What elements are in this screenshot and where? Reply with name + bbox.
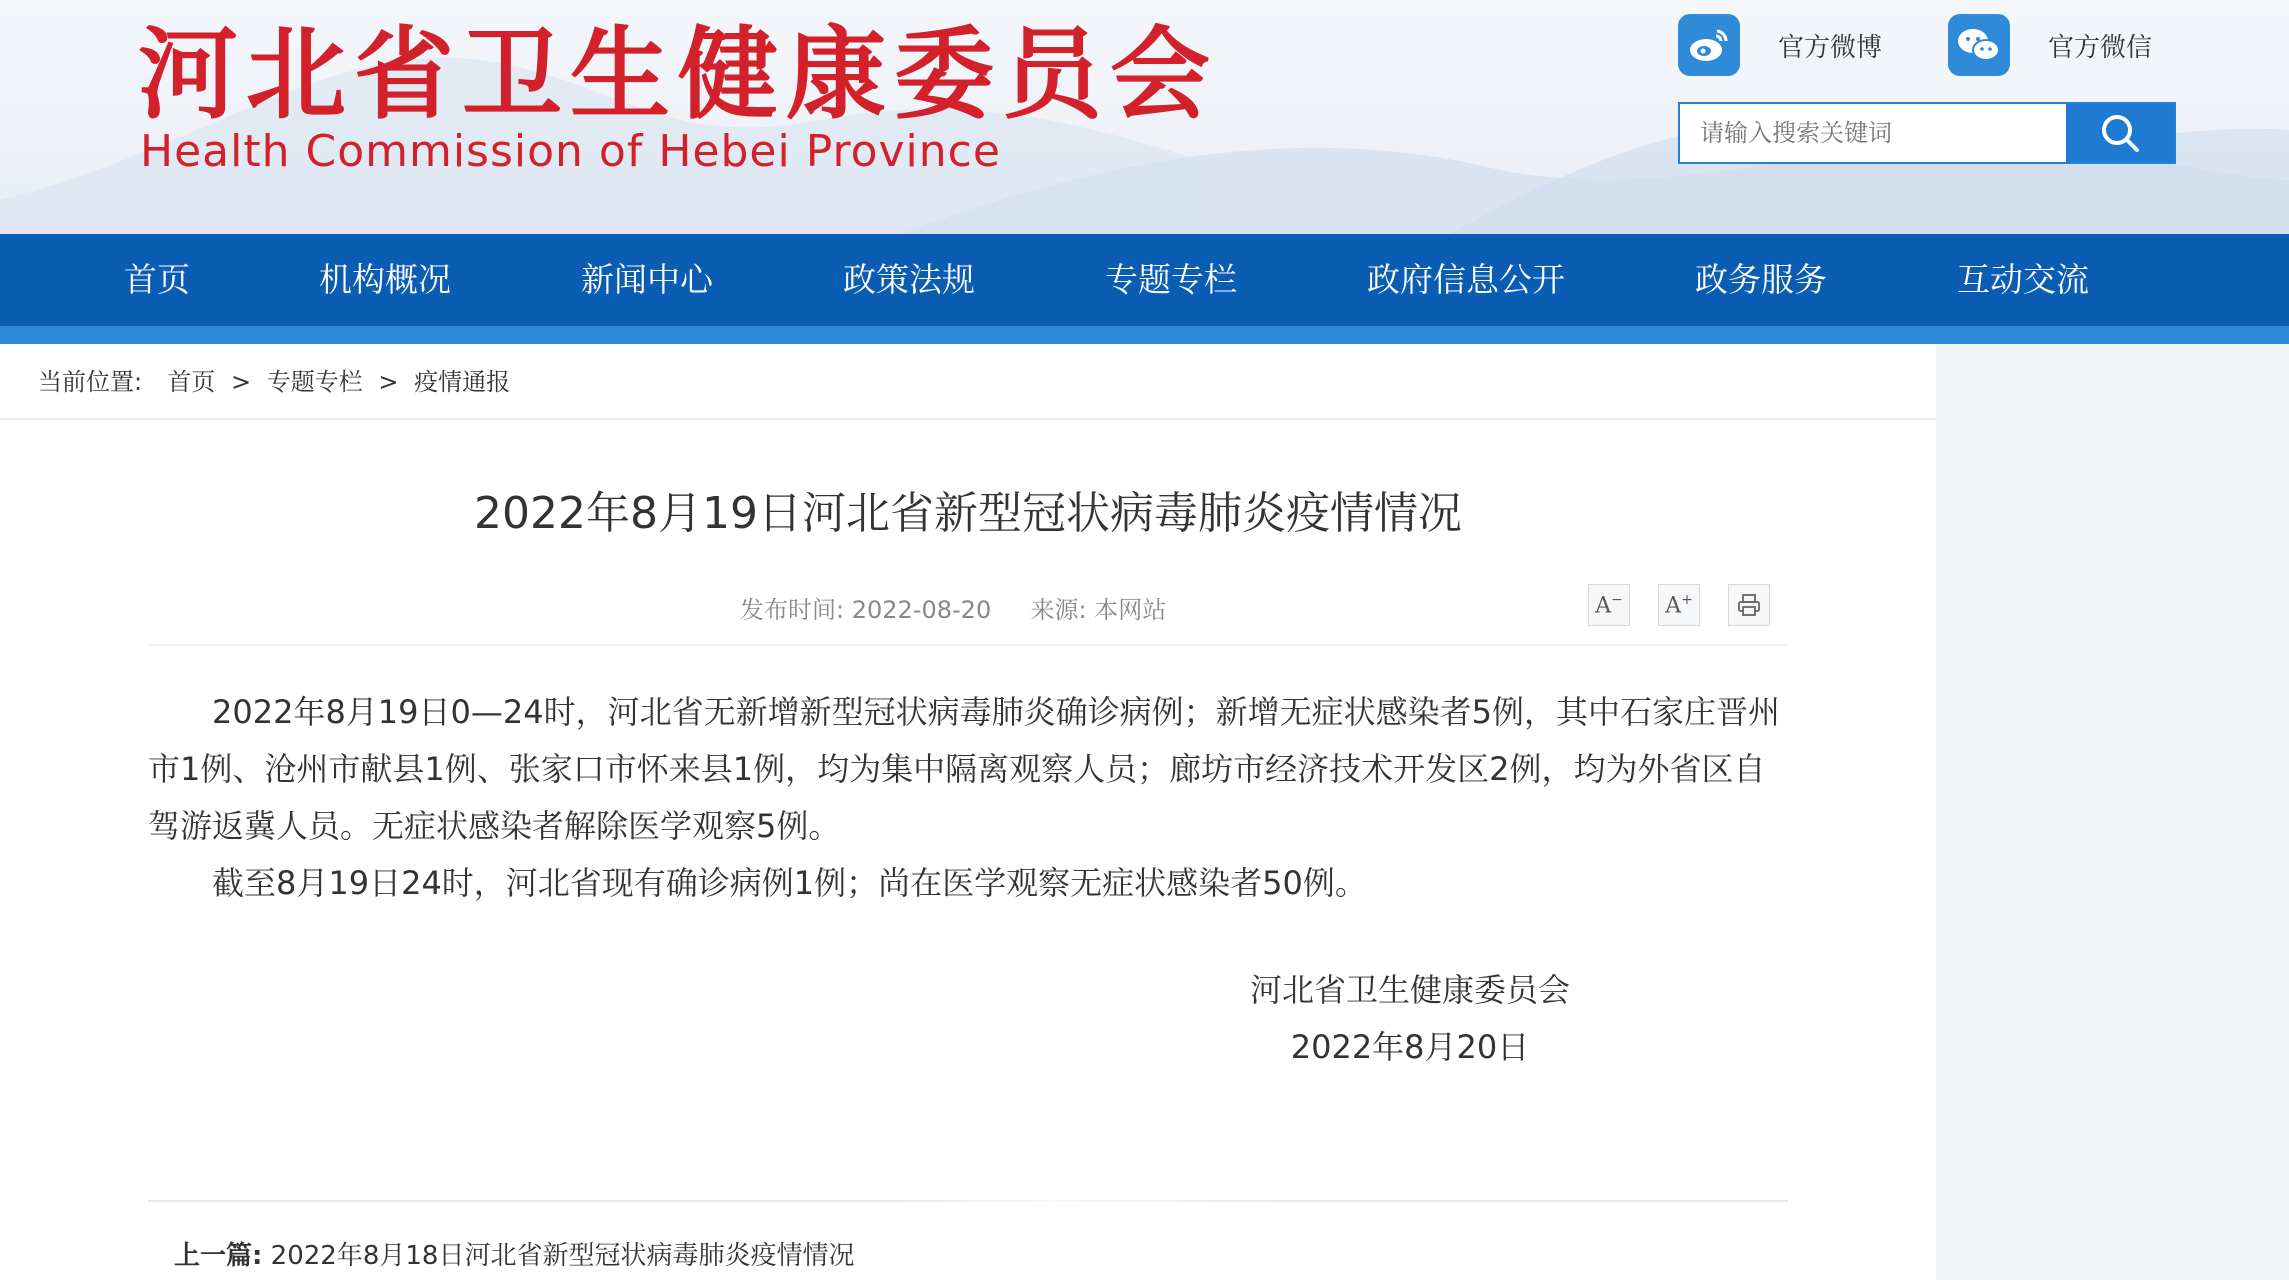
nav-item-home[interactable]: 首页 xyxy=(124,260,190,299)
nav-item-about[interactable]: 机构概况 xyxy=(319,260,451,299)
article-body xyxy=(148,684,1788,912)
breadcrumb-epidemic-reports[interactable]: 疫情通报 xyxy=(414,368,511,396)
search-input[interactable] xyxy=(1680,104,2064,162)
search-button[interactable] xyxy=(2066,104,2174,162)
source-value: 本网站 xyxy=(1094,596,1167,624)
nav-item-topics[interactable]: 专题专栏 xyxy=(1105,260,1237,299)
print-button[interactable] xyxy=(1728,584,1770,626)
site-logo-english[interactable]: Health Commission of Hebei Province xyxy=(140,126,1001,177)
breadcrumb-separator: > xyxy=(378,368,399,396)
breadcrumb-separator: > xyxy=(231,368,252,396)
previous-article-label: 上一篇: xyxy=(174,1241,263,1271)
article-paragraph: 2022年8月19日0—24时，河北省无新增新型冠状病毒肺炎确诊病例；新增无症状感染者5例，其中石家庄晋州市1例、沧州市献县1例、张家口市怀来县1例，均为集中隔离观察人员；廊坊市经济技术开发区2例，均为外省区自驾游返冀人员。无症状感染者解除医学观察5例。 xyxy=(148,693,1780,845)
signature-org: 河北省卫生健康委员会 xyxy=(1249,971,1570,1009)
article-meta xyxy=(740,592,1166,628)
weibo-link[interactable] xyxy=(1678,14,1882,76)
search-icon xyxy=(2098,111,2142,155)
font-decrease-icon: A− xyxy=(1595,591,1623,619)
nav-item-services[interactable]: 政务服务 xyxy=(1695,260,1827,299)
nav-item-news[interactable]: 新闻中心 xyxy=(581,260,713,299)
wechat-icon xyxy=(1948,14,2010,76)
nav-accent-strip xyxy=(0,326,2289,344)
breadcrumb-prefix: 当前位置: xyxy=(38,368,143,396)
meta-divider xyxy=(148,644,1788,646)
weibo-icon xyxy=(1678,14,1740,76)
right-sidebar xyxy=(1936,344,2289,1280)
breadcrumb xyxy=(38,364,510,400)
wechat-link[interactable] xyxy=(1948,14,2152,76)
publish-date: 2022-08-20 xyxy=(851,596,992,624)
breadcrumb-home[interactable]: 首页 xyxy=(167,368,216,396)
article-signature xyxy=(1240,962,1580,1076)
publish-date-label: 发布时间: xyxy=(740,596,845,624)
article-title: 2022年8月19日河北省新型冠状病毒肺炎疫情情况 xyxy=(474,488,1462,539)
site-header xyxy=(0,0,2289,234)
breadcrumb-divider xyxy=(0,418,1936,420)
search-box xyxy=(1678,102,2176,164)
previous-article-link[interactable]: 2022年8月18日河北省新型冠状病毒肺炎疫情情况 xyxy=(270,1241,855,1271)
site-logo-chinese[interactable]: 河北省卫生健康委员会 xyxy=(138,15,1218,133)
print-icon xyxy=(1736,592,1762,618)
article-container xyxy=(0,344,1936,1280)
previous-article xyxy=(174,1236,854,1276)
breadcrumb-topics[interactable]: 专题专栏 xyxy=(266,368,363,396)
wechat-label[interactable]: 官方微信 xyxy=(2048,32,2153,63)
font-increase-icon: A+ xyxy=(1665,591,1693,619)
font-increase-button[interactable] xyxy=(1658,584,1700,626)
nav-item-gov-info[interactable]: 政府信息公开 xyxy=(1367,260,1565,299)
nav-item-policy[interactable]: 政策法规 xyxy=(843,260,975,299)
nav-item-interaction[interactable]: 互动交流 xyxy=(1957,260,2089,299)
article-bottom-divider xyxy=(148,1200,1788,1202)
signature-date: 2022年8月20日 xyxy=(1290,1028,1530,1066)
font-decrease-button[interactable] xyxy=(1588,584,1630,626)
source-label: 来源: xyxy=(1030,596,1087,624)
article-paragraph: 截至8月19日24时，河北省现有确诊病例1例；尚在医学观察无症状感染者50例。 xyxy=(212,864,1367,902)
article-tools xyxy=(1588,584,1798,628)
main-nav xyxy=(0,234,2289,326)
weibo-label[interactable]: 官方微博 xyxy=(1778,32,1883,63)
